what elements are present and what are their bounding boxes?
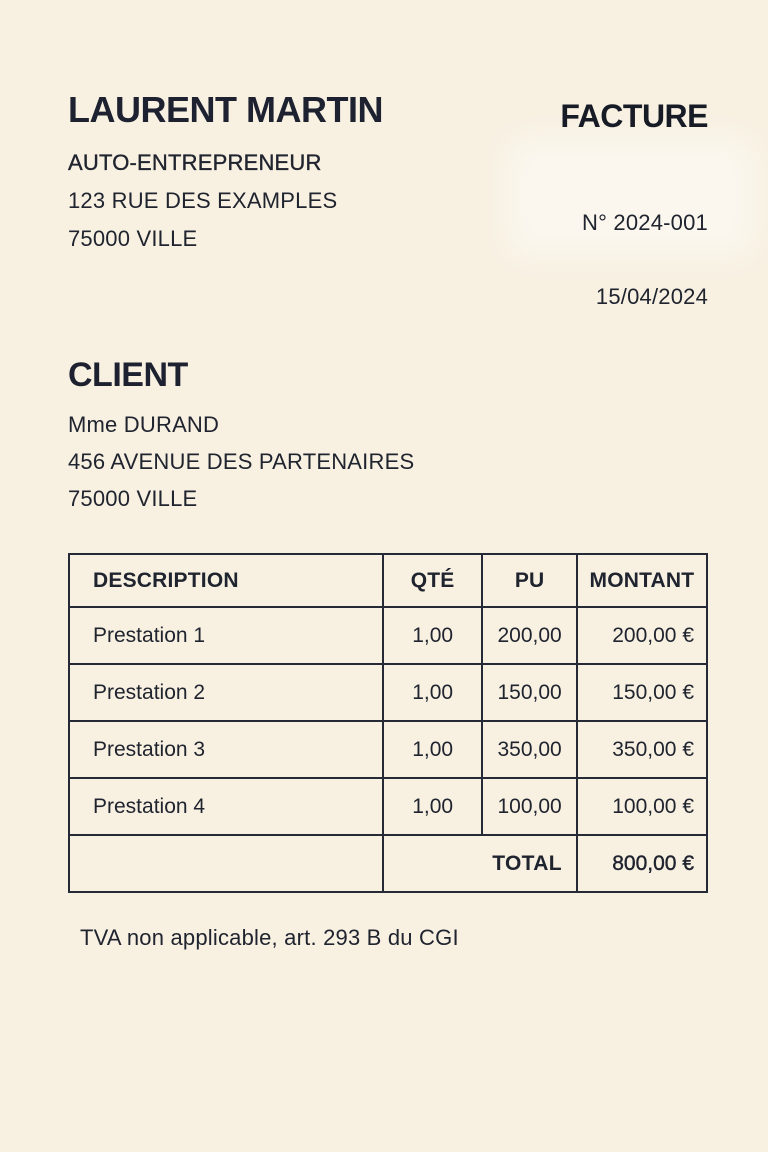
client-address-line2: 75000 VILLE bbox=[68, 486, 198, 511]
seller-address-line2: 75000 VILLE bbox=[68, 226, 198, 251]
client-heading: CLIENT bbox=[68, 356, 188, 394]
document-title: FACTURE bbox=[560, 98, 708, 134]
seller-name: LAURENT MARTIN bbox=[68, 89, 383, 130]
seller-block bbox=[68, 89, 383, 258]
cell-qty: 1,00 bbox=[383, 664, 483, 721]
table-header-row bbox=[69, 554, 707, 607]
col-header-unit-price: PU bbox=[482, 554, 576, 607]
total-label: TOTAL bbox=[383, 835, 577, 892]
line-items-table bbox=[68, 553, 708, 893]
cell-amount: 350,00 € bbox=[577, 721, 707, 778]
table-row bbox=[69, 778, 707, 835]
seller-address bbox=[68, 144, 383, 258]
client-name: Mme DURAND bbox=[68, 412, 220, 437]
invoice-meta bbox=[560, 92, 708, 310]
table-row bbox=[69, 607, 707, 664]
cell-unit-price: 350,00 bbox=[482, 721, 576, 778]
cell-amount: 150,00 € bbox=[577, 664, 707, 721]
table-row bbox=[69, 721, 707, 778]
invoice-number: N° 2024-001 bbox=[582, 210, 708, 235]
cell-unit-price: 200,00 bbox=[482, 607, 576, 664]
cell-amount: 100,00 € bbox=[577, 778, 707, 835]
cell-description: Prestation 1 bbox=[69, 607, 383, 664]
cell-unit-price: 100,00 bbox=[482, 778, 576, 835]
client-address-line1: 456 AVENUE DES PARTENAIRES bbox=[68, 449, 415, 474]
total-amount: 800,00 € bbox=[577, 835, 707, 892]
cell-unit-price: 150,00 bbox=[482, 664, 576, 721]
cell-description: Prestation 4 bbox=[69, 778, 383, 835]
cell-amount: 200,00 € bbox=[577, 607, 707, 664]
vat-exemption-note: TVA non applicable, art. 293 B du CGI bbox=[80, 925, 459, 950]
client-section bbox=[68, 358, 708, 517]
table-row bbox=[69, 664, 707, 721]
col-header-amount: MONTANT bbox=[577, 554, 707, 607]
cell-qty: 1,00 bbox=[383, 778, 483, 835]
client-address bbox=[68, 406, 708, 517]
col-header-description: DESCRIPTION bbox=[69, 554, 383, 607]
col-header-qty: QTÉ bbox=[383, 554, 483, 607]
invoice-date: 15/04/2024 bbox=[595, 284, 708, 309]
total-row-empty-cell bbox=[69, 835, 383, 892]
invoice-header bbox=[68, 89, 708, 340]
cell-qty: 1,00 bbox=[383, 721, 483, 778]
cell-qty: 1,00 bbox=[383, 607, 483, 664]
total-row bbox=[69, 835, 707, 892]
seller-address-line1: 123 RUE DES EXAMPLES bbox=[68, 188, 338, 213]
cell-description: Prestation 2 bbox=[69, 664, 383, 721]
seller-status: AUTO-ENTREPRENEUR bbox=[68, 150, 322, 175]
cell-description: Prestation 3 bbox=[69, 721, 383, 778]
